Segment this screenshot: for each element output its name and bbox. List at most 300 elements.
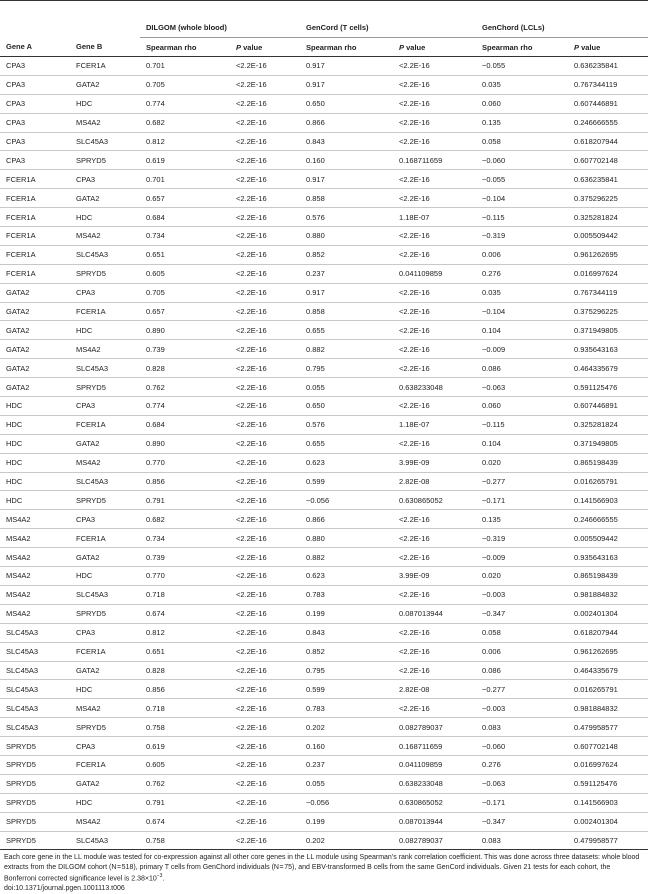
table-row bbox=[0, 623, 648, 642]
cell-p-dilgom: <2.2E-16 bbox=[230, 151, 300, 170]
cell-rho-dilgom: 0.774 bbox=[140, 397, 230, 416]
cell-p-dilgom: <2.2E-16 bbox=[230, 340, 300, 359]
table-row bbox=[0, 491, 648, 510]
table-body bbox=[0, 57, 648, 850]
cell-rho-gencord: 0.882 bbox=[300, 548, 393, 567]
cell-p-gencord: <2.2E-16 bbox=[393, 661, 476, 680]
cell-rho-genchord: 0.135 bbox=[476, 113, 568, 132]
cell-gene-b: HDC bbox=[70, 321, 140, 340]
cell-gene-b: SPRYD5 bbox=[70, 264, 140, 283]
cell-rho-gencord: 0.599 bbox=[300, 680, 393, 699]
cell-p-genchord: 0.865198439 bbox=[568, 453, 648, 472]
p-italic: P bbox=[574, 42, 580, 52]
cell-p-gencord: <2.2E-16 bbox=[393, 132, 476, 151]
cell-rho-gencord: 0.237 bbox=[300, 755, 393, 774]
cell-p-dilgom: <2.2E-16 bbox=[230, 529, 300, 548]
cell-rho-genchord: 0.104 bbox=[476, 321, 568, 340]
cell-rho-gencord: 0.783 bbox=[300, 699, 393, 718]
cell-rho-gencord: 0.055 bbox=[300, 774, 393, 793]
cell-p-gencord: <2.2E-16 bbox=[393, 321, 476, 340]
cell-p-dilgom: <2.2E-16 bbox=[230, 472, 300, 491]
cell-gene-a: MS4A2 bbox=[0, 604, 70, 623]
cell-p-genchord: 0.981884832 bbox=[568, 585, 648, 604]
cell-p-genchord: 0.016997624 bbox=[568, 264, 648, 283]
cell-p-dilgom: <2.2E-16 bbox=[230, 378, 300, 397]
cell-gene-b: SPRYD5 bbox=[70, 604, 140, 623]
cell-p-genchord: 0.961262695 bbox=[568, 245, 648, 264]
cell-gene-b: FCER1A bbox=[70, 642, 140, 661]
cell-gene-b: SLC45A3 bbox=[70, 585, 140, 604]
cell-p-genchord: 0.935643163 bbox=[568, 340, 648, 359]
cell-p-genchord: 0.767344119 bbox=[568, 283, 648, 302]
cell-p-dilgom: <2.2E-16 bbox=[230, 453, 300, 472]
cell-gene-b: SPRYD5 bbox=[70, 491, 140, 510]
table-row bbox=[0, 774, 648, 793]
cell-rho-dilgom: 0.684 bbox=[140, 415, 230, 434]
cell-rho-dilgom: 0.651 bbox=[140, 642, 230, 661]
group-genchord: GenChord (LCLs) bbox=[476, 17, 648, 38]
cell-rho-dilgom: 0.758 bbox=[140, 718, 230, 737]
table-row bbox=[0, 359, 648, 378]
table-row bbox=[0, 378, 648, 397]
cell-rho-genchord: −0.115 bbox=[476, 415, 568, 434]
col-rho-dilgom: Spearman rho bbox=[140, 38, 230, 57]
table-row bbox=[0, 340, 648, 359]
cell-p-gencord: 0.082789037 bbox=[393, 831, 476, 850]
cell-gene-a: GATA2 bbox=[0, 302, 70, 321]
cell-p-gencord: <2.2E-16 bbox=[393, 245, 476, 264]
cell-rho-gencord: 0.917 bbox=[300, 75, 393, 94]
cell-rho-genchord: −0.115 bbox=[476, 208, 568, 227]
cell-rho-genchord: 0.083 bbox=[476, 831, 568, 850]
cell-p-dilgom: <2.2E-16 bbox=[230, 793, 300, 812]
cell-rho-gencord: 0.202 bbox=[300, 718, 393, 737]
cell-gene-a: HDC bbox=[0, 415, 70, 434]
cell-gene-b: HDC bbox=[70, 208, 140, 227]
cell-gene-b: CPA3 bbox=[70, 170, 140, 189]
cell-p-gencord: <2.2E-16 bbox=[393, 548, 476, 567]
cell-rho-genchord: 0.035 bbox=[476, 283, 568, 302]
cell-gene-a: FCER1A bbox=[0, 245, 70, 264]
cell-gene-a: GATA2 bbox=[0, 378, 70, 397]
table-row bbox=[0, 94, 648, 113]
cell-rho-dilgom: 0.605 bbox=[140, 755, 230, 774]
cell-p-genchord: 0.371949805 bbox=[568, 434, 648, 453]
cell-p-dilgom: <2.2E-16 bbox=[230, 623, 300, 642]
cell-gene-a: GATA2 bbox=[0, 283, 70, 302]
cell-p-gencord: 1.18E-07 bbox=[393, 415, 476, 434]
cell-rho-genchord: −0.347 bbox=[476, 604, 568, 623]
cell-p-genchord: 0.016265791 bbox=[568, 680, 648, 699]
cell-rho-gencord: 0.650 bbox=[300, 397, 393, 416]
cell-gene-b: FCER1A bbox=[70, 415, 140, 434]
p-suffix: value bbox=[241, 42, 263, 52]
cell-p-genchord: 0.005509442 bbox=[568, 529, 648, 548]
cell-p-dilgom: <2.2E-16 bbox=[230, 208, 300, 227]
cell-gene-a: FCER1A bbox=[0, 208, 70, 227]
cell-p-dilgom: <2.2E-16 bbox=[230, 170, 300, 189]
cell-gene-b: SLC45A3 bbox=[70, 831, 140, 850]
cell-rho-dilgom: 0.619 bbox=[140, 151, 230, 170]
cell-p-genchord: 0.591125476 bbox=[568, 378, 648, 397]
cell-rho-genchord: −0.104 bbox=[476, 189, 568, 208]
cell-gene-b: MS4A2 bbox=[70, 113, 140, 132]
cell-p-genchord: 0.375296225 bbox=[568, 302, 648, 321]
cell-rho-gencord: 0.866 bbox=[300, 113, 393, 132]
cell-rho-dilgom: 0.890 bbox=[140, 321, 230, 340]
cell-p-genchord: 0.981884832 bbox=[568, 699, 648, 718]
cell-gene-b: SLC45A3 bbox=[70, 132, 140, 151]
cell-rho-dilgom: 0.791 bbox=[140, 491, 230, 510]
cell-rho-genchord: 0.006 bbox=[476, 642, 568, 661]
cell-rho-gencord: 0.237 bbox=[300, 264, 393, 283]
cell-rho-dilgom: 0.774 bbox=[140, 94, 230, 113]
cell-rho-dilgom: 0.890 bbox=[140, 434, 230, 453]
table-row bbox=[0, 434, 648, 453]
cell-gene-a: CPA3 bbox=[0, 75, 70, 94]
cell-rho-dilgom: 0.651 bbox=[140, 245, 230, 264]
table-row bbox=[0, 604, 648, 623]
cell-p-gencord: <2.2E-16 bbox=[393, 57, 476, 76]
table-row bbox=[0, 567, 648, 586]
cell-rho-gencord: 0.650 bbox=[300, 94, 393, 113]
cell-rho-genchord: 0.058 bbox=[476, 623, 568, 642]
table-row bbox=[0, 208, 648, 227]
cell-gene-a: SLC45A3 bbox=[0, 623, 70, 642]
cell-p-dilgom: <2.2E-16 bbox=[230, 57, 300, 76]
cell-p-genchord: 0.325281824 bbox=[568, 208, 648, 227]
cell-rho-gencord: 0.917 bbox=[300, 283, 393, 302]
cell-rho-gencord: 0.843 bbox=[300, 132, 393, 151]
cell-rho-gencord: 0.623 bbox=[300, 453, 393, 472]
footnote-text: Each core gene in the LL module was tested for co-expression against all other core genes in the LL module using Spearman’s rank correlation coefficient. This was done across three datasets: whole blood extracts from the DILGOM cohort (N = 518), primary T cells from GenChord individuals (N = 75), and EBV-transformed B cells from the same GenCord individuals. Given 21 tests for each cohort, the Bonferroni corrected significance level is 2.38×10 bbox=[4, 854, 640, 883]
cell-rho-dilgom: 0.739 bbox=[140, 548, 230, 567]
cell-rho-dilgom: 0.758 bbox=[140, 831, 230, 850]
cell-rho-gencord: 0.599 bbox=[300, 472, 393, 491]
cell-rho-dilgom: 0.770 bbox=[140, 453, 230, 472]
cell-gene-b: GATA2 bbox=[70, 434, 140, 453]
cell-gene-b: HDC bbox=[70, 567, 140, 586]
cell-gene-a: SPRYD5 bbox=[0, 774, 70, 793]
cell-p-gencord: <2.2E-16 bbox=[393, 510, 476, 529]
cell-gene-a: HDC bbox=[0, 453, 70, 472]
cell-rho-genchord: −0.277 bbox=[476, 680, 568, 699]
cell-rho-gencord: 0.843 bbox=[300, 623, 393, 642]
cell-gene-a: SLC45A3 bbox=[0, 699, 70, 718]
cell-rho-dilgom: 0.682 bbox=[140, 510, 230, 529]
cell-p-genchord: 0.935643163 bbox=[568, 548, 648, 567]
cell-p-dilgom: <2.2E-16 bbox=[230, 680, 300, 699]
cell-gene-a: SLC45A3 bbox=[0, 680, 70, 699]
cell-gene-a: MS4A2 bbox=[0, 567, 70, 586]
cell-p-dilgom: <2.2E-16 bbox=[230, 434, 300, 453]
cell-p-dilgom: <2.2E-16 bbox=[230, 737, 300, 756]
table-row bbox=[0, 189, 648, 208]
cell-p-gencord: 0.638233048 bbox=[393, 378, 476, 397]
cell-gene-b: MS4A2 bbox=[70, 812, 140, 831]
cell-p-genchord: 0.005509442 bbox=[568, 227, 648, 246]
footnote-exponent: −3 bbox=[156, 873, 163, 880]
cell-rho-gencord: 0.852 bbox=[300, 245, 393, 264]
cell-p-genchord: 0.865198439 bbox=[568, 567, 648, 586]
table-row bbox=[0, 699, 648, 718]
cell-gene-b: GATA2 bbox=[70, 75, 140, 94]
cell-p-genchord: 0.016997624 bbox=[568, 755, 648, 774]
cell-p-genchord: 0.618207944 bbox=[568, 132, 648, 151]
table-row bbox=[0, 151, 648, 170]
table-row bbox=[0, 737, 648, 756]
cell-rho-gencord: 0.795 bbox=[300, 661, 393, 680]
cell-gene-a: CPA3 bbox=[0, 57, 70, 76]
cell-rho-dilgom: 0.674 bbox=[140, 604, 230, 623]
cell-p-gencord: 0.630865052 bbox=[393, 793, 476, 812]
cell-p-dilgom: <2.2E-16 bbox=[230, 774, 300, 793]
cell-p-dilgom: <2.2E-16 bbox=[230, 661, 300, 680]
cell-gene-a: SPRYD5 bbox=[0, 737, 70, 756]
cell-gene-b: CPA3 bbox=[70, 397, 140, 416]
cell-rho-genchord: 0.020 bbox=[476, 453, 568, 472]
cell-gene-b: GATA2 bbox=[70, 661, 140, 680]
cell-gene-b: MS4A2 bbox=[70, 453, 140, 472]
cell-p-gencord: 3.99E-09 bbox=[393, 453, 476, 472]
table-row bbox=[0, 585, 648, 604]
cell-p-gencord: 2.82E-08 bbox=[393, 472, 476, 491]
cell-rho-genchord: −0.060 bbox=[476, 737, 568, 756]
cell-rho-gencord: 0.655 bbox=[300, 434, 393, 453]
cell-rho-dilgom: 0.856 bbox=[140, 680, 230, 699]
cell-rho-gencord: 0.576 bbox=[300, 208, 393, 227]
group-header-row bbox=[0, 17, 648, 38]
cell-gene-a: MS4A2 bbox=[0, 585, 70, 604]
cell-p-gencord: 0.041109859 bbox=[393, 755, 476, 774]
cell-gene-b: CPA3 bbox=[70, 737, 140, 756]
cell-rho-dilgom: 0.718 bbox=[140, 699, 230, 718]
cell-gene-b: HDC bbox=[70, 94, 140, 113]
table-row bbox=[0, 57, 648, 76]
cell-p-genchord: 0.325281824 bbox=[568, 415, 648, 434]
cell-p-dilgom: <2.2E-16 bbox=[230, 264, 300, 283]
cell-gene-b: HDC bbox=[70, 680, 140, 699]
cell-rho-dilgom: 0.828 bbox=[140, 661, 230, 680]
cell-p-gencord: <2.2E-16 bbox=[393, 75, 476, 94]
cell-p-gencord: <2.2E-16 bbox=[393, 340, 476, 359]
cell-p-genchord: 0.607702148 bbox=[568, 737, 648, 756]
cell-gene-a: CPA3 bbox=[0, 151, 70, 170]
cell-gene-b: MS4A2 bbox=[70, 340, 140, 359]
cell-p-gencord: <2.2E-16 bbox=[393, 227, 476, 246]
cell-p-gencord: <2.2E-16 bbox=[393, 642, 476, 661]
col-rho-gencord: Spearman rho bbox=[300, 38, 393, 57]
cell-gene-a: HDC bbox=[0, 434, 70, 453]
cell-rho-dilgom: 0.828 bbox=[140, 359, 230, 378]
table-row bbox=[0, 453, 648, 472]
cell-p-genchord: 0.618207944 bbox=[568, 623, 648, 642]
cell-p-dilgom: <2.2E-16 bbox=[230, 227, 300, 246]
cell-p-dilgom: <2.2E-16 bbox=[230, 642, 300, 661]
cell-rho-dilgom: 0.701 bbox=[140, 170, 230, 189]
cell-rho-genchord: 0.083 bbox=[476, 718, 568, 737]
cell-p-dilgom: <2.2E-16 bbox=[230, 397, 300, 416]
cell-rho-gencord: −0.056 bbox=[300, 793, 393, 812]
cell-p-genchord: 0.371949805 bbox=[568, 321, 648, 340]
cell-p-dilgom: <2.2E-16 bbox=[230, 415, 300, 434]
cell-rho-genchord: 0.104 bbox=[476, 434, 568, 453]
cell-rho-dilgom: 0.605 bbox=[140, 264, 230, 283]
cell-p-dilgom: <2.2E-16 bbox=[230, 321, 300, 340]
cell-gene-a: SLC45A3 bbox=[0, 661, 70, 680]
cell-gene-b: SPRYD5 bbox=[70, 378, 140, 397]
cell-rho-genchord: 0.086 bbox=[476, 661, 568, 680]
cell-gene-a: SLC45A3 bbox=[0, 642, 70, 661]
cell-p-dilgom: <2.2E-16 bbox=[230, 510, 300, 529]
cell-gene-a: SPRYD5 bbox=[0, 831, 70, 850]
cell-rho-dilgom: 0.734 bbox=[140, 529, 230, 548]
cell-rho-genchord: −0.003 bbox=[476, 699, 568, 718]
cell-p-genchord: 0.002401304 bbox=[568, 812, 648, 831]
cell-p-gencord: 0.168711659 bbox=[393, 737, 476, 756]
cell-p-gencord: <2.2E-16 bbox=[393, 113, 476, 132]
cell-rho-genchord: 0.086 bbox=[476, 359, 568, 378]
cell-rho-dilgom: 0.791 bbox=[140, 793, 230, 812]
cell-rho-dilgom: 0.718 bbox=[140, 585, 230, 604]
cell-rho-genchord: −0.003 bbox=[476, 585, 568, 604]
cell-p-genchord: 0.607446891 bbox=[568, 397, 648, 416]
cell-p-gencord: <2.2E-16 bbox=[393, 359, 476, 378]
cell-rho-gencord: 0.795 bbox=[300, 359, 393, 378]
cell-rho-genchord: −0.055 bbox=[476, 57, 568, 76]
cell-rho-genchord: 0.276 bbox=[476, 264, 568, 283]
cell-gene-a: MS4A2 bbox=[0, 548, 70, 567]
cell-gene-b: CPA3 bbox=[70, 510, 140, 529]
cell-p-genchord: 0.375296225 bbox=[568, 189, 648, 208]
cell-rho-genchord: 0.276 bbox=[476, 755, 568, 774]
cell-rho-dilgom: 0.701 bbox=[140, 57, 230, 76]
cell-gene-a: GATA2 bbox=[0, 359, 70, 378]
cell-p-genchord: 0.464335679 bbox=[568, 359, 648, 378]
cell-p-dilgom: <2.2E-16 bbox=[230, 604, 300, 623]
group-dilgom: DILGOM (whole blood) bbox=[140, 17, 300, 38]
cell-rho-dilgom: 0.705 bbox=[140, 75, 230, 94]
cell-p-gencord: <2.2E-16 bbox=[393, 94, 476, 113]
cell-rho-dilgom: 0.619 bbox=[140, 737, 230, 756]
p-suffix: value bbox=[404, 42, 426, 52]
table-row bbox=[0, 415, 648, 434]
table-row bbox=[0, 75, 648, 94]
cell-gene-a: FCER1A bbox=[0, 170, 70, 189]
cell-rho-genchord: −0.171 bbox=[476, 793, 568, 812]
cell-gene-a: HDC bbox=[0, 491, 70, 510]
cell-p-gencord: 0.168711659 bbox=[393, 151, 476, 170]
cell-p-gencord: <2.2E-16 bbox=[393, 623, 476, 642]
cell-rho-genchord: −0.319 bbox=[476, 529, 568, 548]
cell-rho-genchord: −0.060 bbox=[476, 151, 568, 170]
cell-p-genchord: 0.002401304 bbox=[568, 604, 648, 623]
cell-p-dilgom: <2.2E-16 bbox=[230, 113, 300, 132]
col-p-genchord bbox=[568, 38, 648, 57]
footnote-end: . bbox=[162, 875, 165, 883]
cell-p-dilgom: <2.2E-16 bbox=[230, 132, 300, 151]
table-row bbox=[0, 283, 648, 302]
cell-rho-dilgom: 0.812 bbox=[140, 132, 230, 151]
col-p-dilgom bbox=[230, 38, 300, 57]
p-italic: P bbox=[236, 42, 242, 52]
cell-rho-gencord: 0.866 bbox=[300, 510, 393, 529]
cell-rho-gencord: 0.199 bbox=[300, 604, 393, 623]
group-gencord: GenCord (T cells) bbox=[300, 17, 476, 38]
cell-p-dilgom: <2.2E-16 bbox=[230, 245, 300, 264]
p-italic: P bbox=[399, 42, 405, 52]
table-row bbox=[0, 264, 648, 283]
cell-gene-a: GATA2 bbox=[0, 321, 70, 340]
cell-p-dilgom: <2.2E-16 bbox=[230, 812, 300, 831]
cell-rho-genchord: −0.063 bbox=[476, 774, 568, 793]
cell-p-gencord: <2.2E-16 bbox=[393, 699, 476, 718]
cell-p-dilgom: <2.2E-16 bbox=[230, 585, 300, 604]
cell-p-dilgom: <2.2E-16 bbox=[230, 302, 300, 321]
table-row bbox=[0, 793, 648, 812]
cell-rho-gencord: 0.199 bbox=[300, 812, 393, 831]
cell-rho-gencord: 0.880 bbox=[300, 227, 393, 246]
cell-rho-gencord: 0.917 bbox=[300, 57, 393, 76]
cell-rho-genchord: −0.055 bbox=[476, 170, 568, 189]
table-row bbox=[0, 661, 648, 680]
table-row bbox=[0, 548, 648, 567]
table-row bbox=[0, 170, 648, 189]
cell-p-genchord: 0.016265791 bbox=[568, 472, 648, 491]
cell-p-genchord: 0.479958577 bbox=[568, 718, 648, 737]
cell-p-dilgom: <2.2E-16 bbox=[230, 491, 300, 510]
cell-p-genchord: 0.636235841 bbox=[568, 57, 648, 76]
table-row bbox=[0, 397, 648, 416]
table-footnote bbox=[0, 850, 648, 893]
table-row bbox=[0, 642, 648, 661]
table-row bbox=[0, 529, 648, 548]
cell-p-genchord: 0.141566903 bbox=[568, 793, 648, 812]
cell-p-genchord: 0.479958577 bbox=[568, 831, 648, 850]
column-header-row bbox=[0, 38, 648, 57]
cell-gene-b: GATA2 bbox=[70, 189, 140, 208]
cell-rho-gencord: 0.783 bbox=[300, 585, 393, 604]
cell-rho-genchord: −0.009 bbox=[476, 548, 568, 567]
cell-rho-dilgom: 0.684 bbox=[140, 208, 230, 227]
cell-rho-dilgom: 0.674 bbox=[140, 812, 230, 831]
cell-rho-genchord: 0.020 bbox=[476, 567, 568, 586]
col-rho-genchord: Spearman rho bbox=[476, 38, 568, 57]
cell-gene-b: CPA3 bbox=[70, 623, 140, 642]
cell-gene-a: MS4A2 bbox=[0, 510, 70, 529]
cell-gene-b: CPA3 bbox=[70, 283, 140, 302]
cell-rho-genchord: −0.171 bbox=[476, 491, 568, 510]
cell-p-gencord: 2.82E-08 bbox=[393, 680, 476, 699]
cell-rho-gencord: 0.576 bbox=[300, 415, 393, 434]
cell-p-gencord: 1.18E-07 bbox=[393, 208, 476, 227]
cell-gene-b: FCER1A bbox=[70, 755, 140, 774]
table-row bbox=[0, 132, 648, 151]
cell-p-gencord: 0.630865052 bbox=[393, 491, 476, 510]
cell-rho-genchord: −0.277 bbox=[476, 472, 568, 491]
cell-p-gencord: <2.2E-16 bbox=[393, 170, 476, 189]
cell-rho-genchord: 0.060 bbox=[476, 94, 568, 113]
cell-rho-dilgom: 0.682 bbox=[140, 113, 230, 132]
cell-rho-gencord: 0.852 bbox=[300, 642, 393, 661]
cell-p-dilgom: <2.2E-16 bbox=[230, 94, 300, 113]
cell-rho-dilgom: 0.657 bbox=[140, 189, 230, 208]
table-row bbox=[0, 510, 648, 529]
cell-gene-b: SPRYD5 bbox=[70, 151, 140, 170]
cell-gene-b: SLC45A3 bbox=[70, 245, 140, 264]
table-row bbox=[0, 472, 648, 491]
cell-rho-gencord: 0.655 bbox=[300, 321, 393, 340]
